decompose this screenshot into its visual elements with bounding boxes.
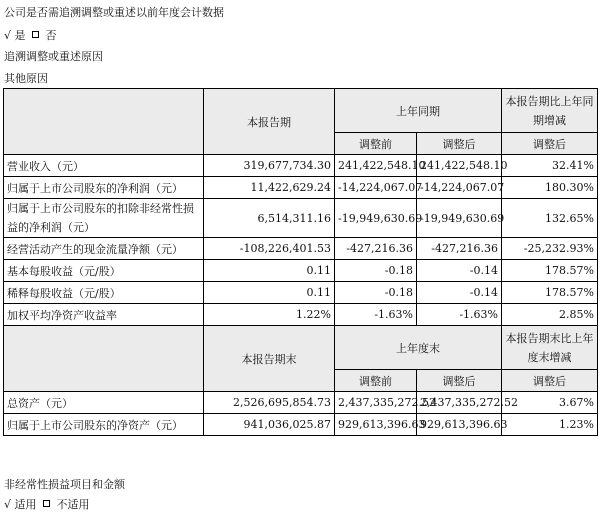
after-value: -1.63% <box>417 304 502 326</box>
main-financial-table <box>3 88 598 436</box>
after-value: -14,224,067.07 <box>417 177 502 199</box>
row-label: 加权平均净资产收益率 <box>4 304 204 326</box>
current-value: 941,036,025.87 <box>204 414 335 436</box>
header-prior-year-end: 上年度末 <box>335 326 502 370</box>
applicable-answer <box>4 496 90 512</box>
not-applicable-checkbox-icon <box>43 500 50 507</box>
change-value: 1.23% <box>502 414 598 436</box>
change-value: 132.65% <box>502 199 598 238</box>
row-label: 归属于上市公司股东的扣除非经常性损益的净利润（元） <box>4 199 204 238</box>
table-row <box>4 177 598 199</box>
header-current-period-end: 本报告期末 <box>204 326 335 392</box>
applicable-label: 适用 <box>14 498 37 511</box>
change-value: 2.85% <box>502 304 598 326</box>
change-value: 3.67% <box>502 392 598 414</box>
header-after-adjust-change: 调整后 <box>502 370 598 392</box>
after-value: -0.14 <box>417 260 502 282</box>
other-reason: 其他原因 <box>4 72 48 85</box>
nonrecurring-title: 非经常性损益项目和金额 <box>4 478 125 491</box>
row-label: 基本每股收益（元/股） <box>4 260 204 282</box>
row-label: 总资产（元） <box>4 392 204 414</box>
after-value: 929,613,396.63 <box>417 414 502 436</box>
header-current-period: 本报告期 <box>204 89 335 155</box>
row-label: 稀释每股收益（元/股） <box>4 282 204 304</box>
header-after-adjust: 调整后 <box>417 133 502 155</box>
before-value: -14,224,067.07 <box>335 177 417 199</box>
no-checkbox-icon <box>32 31 39 38</box>
restatement-answer <box>4 27 57 43</box>
before-value: -1.63% <box>335 304 417 326</box>
current-value: 1.22% <box>204 304 335 326</box>
after-value: -427,216.36 <box>417 238 502 260</box>
header-change: 本报告期比上年同期增减 <box>502 89 598 133</box>
header-blank <box>4 326 204 392</box>
table-row <box>4 238 598 260</box>
after-value: -19,949,630.69 <box>417 199 502 238</box>
table-row <box>4 282 598 304</box>
row-label: 经营活动产生的现金流量净额（元） <box>4 238 204 260</box>
yes-checkmark: √ <box>4 29 12 42</box>
current-value: 6,514,311.16 <box>204 199 335 238</box>
row-label: 归属于上市公司股东的净资产（元） <box>4 414 204 436</box>
change-value: 178.57% <box>502 260 598 282</box>
row-label: 归属于上市公司股东的净利润（元） <box>4 177 204 199</box>
not-applicable-label: 不适用 <box>56 498 90 511</box>
change-value: 178.57% <box>502 282 598 304</box>
table-row <box>4 260 598 282</box>
change-value: 180.30% <box>502 177 598 199</box>
header-prior-year-same: 上年同期 <box>335 89 502 133</box>
header-change: 本报告期末比上年度末增减 <box>502 326 598 370</box>
current-value: -108,226,401.53 <box>204 238 335 260</box>
before-value: -19,949,630.69 <box>335 199 417 238</box>
after-value: -0.14 <box>417 282 502 304</box>
header-before-adjust: 调整前 <box>335 370 417 392</box>
restatement-question: 公司是否需追溯调整或重述以前年度会计数据 <box>4 6 224 19</box>
no-label: 否 <box>45 29 57 42</box>
current-value: 0.11 <box>204 282 335 304</box>
before-value: 241,422,548.10 <box>335 155 417 177</box>
before-value: -0.18 <box>335 260 417 282</box>
change-value: -25,232.93% <box>502 238 598 260</box>
table-row <box>4 155 598 177</box>
header-after-adjust-change: 调整后 <box>502 133 598 155</box>
row-label: 营业收入（元） <box>4 155 204 177</box>
table-row <box>4 392 598 414</box>
applicable-checkmark: √ <box>4 498 12 511</box>
before-value: -0.18 <box>335 282 417 304</box>
current-value: 319,677,734.30 <box>204 155 335 177</box>
current-value: 2,526,695,854.73 <box>204 392 335 414</box>
change-value: 32.41% <box>502 155 598 177</box>
before-value: -427,216.36 <box>335 238 417 260</box>
header-after-adjust: 调整后 <box>417 370 502 392</box>
header-before-adjust: 调整前 <box>335 133 417 155</box>
after-value: 2,437,335,272.52 <box>417 392 502 414</box>
adjust-reason-title: 追溯调整或重述原因 <box>4 50 103 63</box>
before-value: 2,437,335,272.52 <box>335 392 417 414</box>
header-blank <box>4 89 204 155</box>
yes-label: 是 <box>14 29 26 42</box>
table-row <box>4 304 598 326</box>
before-value: 929,613,396.63 <box>335 414 417 436</box>
table-row <box>4 414 598 436</box>
table-row <box>4 199 598 238</box>
current-value: 11,422,629.24 <box>204 177 335 199</box>
current-value: 0.11 <box>204 260 335 282</box>
after-value: 241,422,548.10 <box>417 155 502 177</box>
